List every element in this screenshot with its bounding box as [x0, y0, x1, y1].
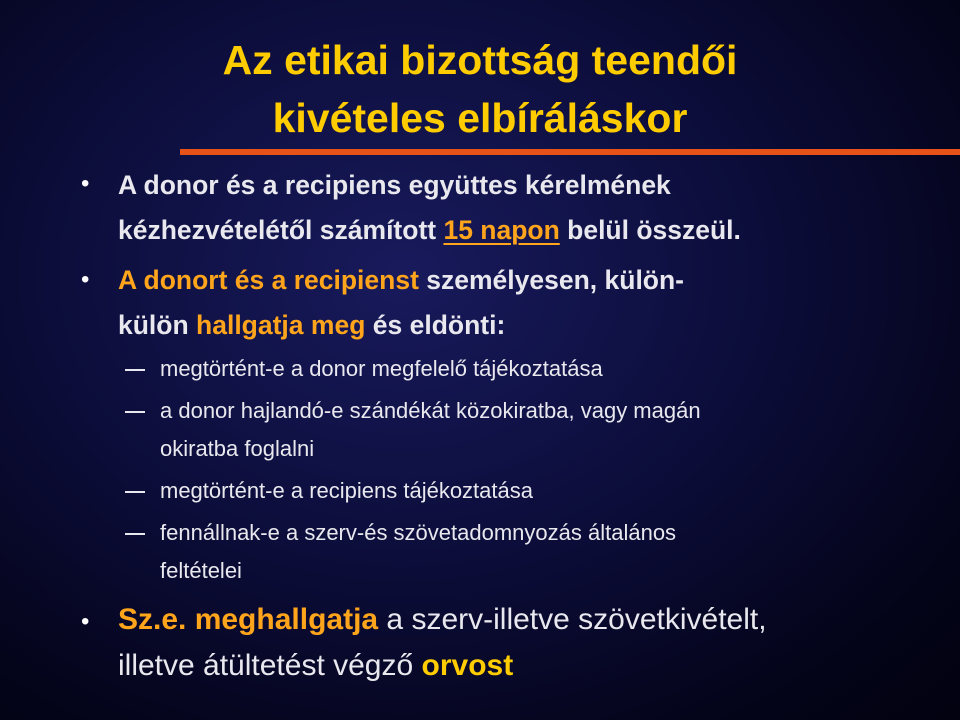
dash-marker — [125, 533, 145, 535]
bullet-2-line-2 — [118, 303, 684, 348]
slide-title-line-1: Az etikai bizottság teendői — [222, 37, 738, 83]
bullet-2-highlight: A donort és a recipienst — [118, 265, 419, 295]
subitem-1-line-1: megtörtént-e a donor megfelelő tájékoztatása — [160, 356, 603, 381]
bullet-3-highlight: Sz.e. meghallgatja — [118, 603, 379, 636]
dash-marker — [125, 369, 145, 371]
subitem-4 — [160, 514, 676, 590]
subitem-3 — [160, 472, 533, 510]
bullet-dot: • — [81, 266, 90, 293]
bullet-2-text-start: külön — [118, 310, 197, 340]
bullet-3 — [118, 597, 767, 689]
dash-marker — [125, 411, 145, 413]
slide-title-line-2: kivételes elbíráláskor — [272, 95, 688, 141]
bullet-2-text: személyesen, külön- — [418, 265, 685, 295]
subitem-3-line-1: megtörtént-e a recipiens tájékoztatása — [160, 478, 533, 503]
dash-marker — [125, 491, 145, 493]
bullet-2-line-1 — [118, 258, 684, 303]
bullet-1-text-end: belül összeül. — [559, 215, 741, 245]
bullet-1-text: kézhezvételétől számított — [118, 215, 444, 245]
subitem-2 — [160, 392, 701, 468]
bullet-3-text: a szerv-illetve szövetkivételt, — [378, 603, 767, 636]
bullet-3-line-2 — [118, 643, 767, 689]
subitem-2-line-1: a donor hajlandó-e szándékát közokiratba, vagy magán — [160, 398, 701, 423]
bullet-dot: • — [81, 608, 90, 635]
bullet-1-line-1: A donor és a recipiens együttes kérelmének — [118, 170, 671, 200]
bullet-3-highlight-2: orvost — [421, 649, 514, 682]
bullet-2 — [118, 258, 684, 348]
subitem-4-line-1: fennállnak-e a szerv-és szövetadomnyozás általános — [160, 520, 677, 545]
bullet-dot: • — [81, 170, 90, 197]
bullet-3-line-1 — [118, 597, 767, 643]
title-divider — [180, 149, 960, 155]
subitem-1 — [160, 350, 603, 388]
bullet-2-text-end: és eldönti: — [365, 310, 506, 340]
bullet-3-text-start: illetve átültetést végző — [118, 649, 422, 682]
deadline-highlight: 15 napon — [443, 215, 560, 245]
bullet-1-line-2 — [118, 208, 741, 253]
bullet-1 — [118, 163, 741, 253]
subitem-2-line-2: okiratba foglalni — [160, 436, 315, 461]
subitem-4-line-2: feltételei — [160, 558, 242, 583]
bullet-2-highlight-2: hallgatja meg — [196, 310, 366, 340]
